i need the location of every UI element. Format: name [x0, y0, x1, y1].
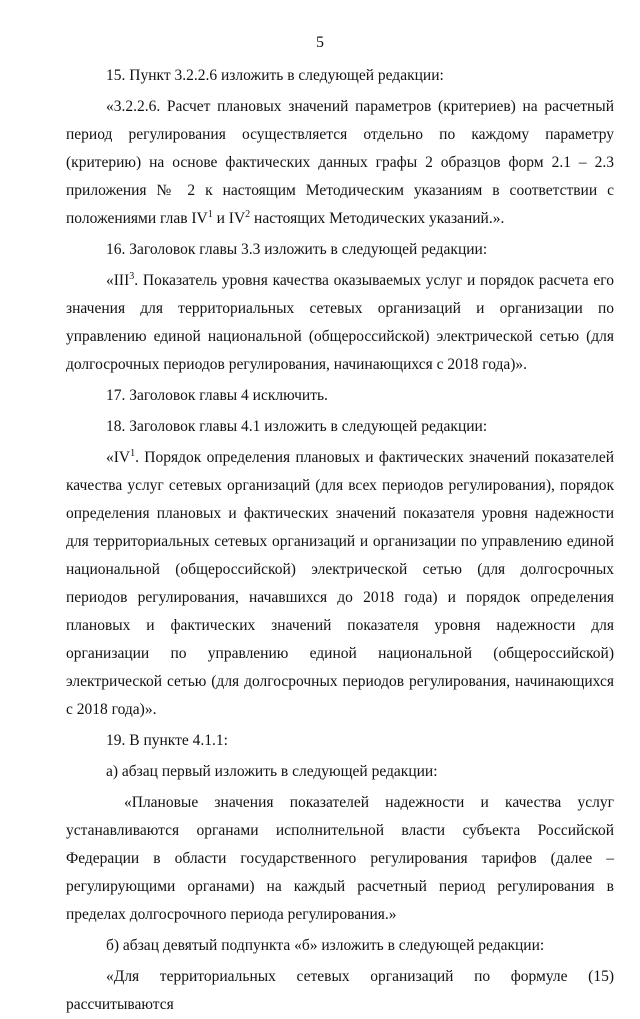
- superscript: 2: [245, 208, 251, 220]
- superscript: 1: [130, 447, 136, 459]
- paragraph-18: 18. Заголовок главы 4.1 изложить в следующей редакции:: [106, 418, 488, 435]
- paragraph-16: 16. Заголовок главы 3.3 изложить в следующей редакции:: [106, 241, 488, 258]
- superscript: 1: [207, 208, 213, 220]
- quote-3-2-2-6-text-2: и IV: [212, 210, 246, 227]
- superscript: 3: [129, 270, 135, 282]
- quote-chapter-3-3-text-2: . Показатель уровня качества оказываемых услуг и порядок расчета его значения для территориальных сетевых организаций и организации по управлению единой национальной (общероссийской) электрической сетью (для долгосрочных периодов регулирования, начинающихся с 2018 года)».: [66, 272, 614, 373]
- paragraph-17: 17. Заголовок главы 4 исключить.: [106, 387, 328, 404]
- paragraph-19: 19. В пункте 4.1.1:: [106, 732, 228, 749]
- paragraph-15: 15. Пункт 3.2.2.6 изложить в следующей редакции:: [106, 67, 444, 84]
- quote-chapter-4-1-text-2: . Порядок определения плановых и фактических значений показателей качества услуг сетевых организаций (для всех периодов регулирования), порядок определения плановых и фактических значений показателя уровня надежности для территориальных сетевых организаций и организации по управлению единой национальной (общероссийской) электрической сетью (для долгосрочных периодов регулирования, начавшихся до 2018 года) и порядок определения плановых и фактических значений показателя уровня надежности для организации по управлению единой национальной (общероссийской) электрической сетью (для долгосрочных периодов регулирования, начинающихся с 2018 года)».: [66, 449, 614, 718]
- quote-subparagraph-b: «Для территориальных сетевых организаций по формуле (15) рассчитываются: [66, 968, 614, 1013]
- quote-chapter-4-1-text: «IV: [106, 449, 131, 466]
- quote-chapter-3-3-text: «III: [106, 272, 130, 289]
- subparagraph-b: б) абзац девятый подпункта «б» изложить в следующей редакции:: [106, 937, 545, 954]
- quote-subparagraph-a: «Плановые значения показателей надежности и качества услуг устанавливаются органами исполнительной власти субъекта Российской Федерации в области государственного регулирования тарифов (далее – регулирующими органами) на каждый расчетный период регулирования в пределах долгосрочного периода регулирования.»: [66, 794, 614, 923]
- quote-3-2-2-6: [66, 93, 614, 233]
- subparagraph-a: а) абзац первый изложить в следующей редакции:: [106, 763, 438, 780]
- quote-3-2-2-6-text-3: настоящих Методических указаний.».: [250, 210, 505, 227]
- quote-3-2-2-6-text: «3.2.2.6. Расчет плановых значений параметров (критериев) на расчетный период регулирования осуществляется отдельно по каждому параметру (критерию) на основе фактических данных графы 2 образцов форм 2.1 – 2.3 приложения № 2 к настоящим Методическим указаниям в соответствии с положениями глав IV: [66, 98, 614, 227]
- document-body: [66, 62, 614, 1019]
- page-number: 5: [316, 34, 324, 51]
- quote-chapter-3-3: [66, 267, 614, 379]
- quote-chapter-4-1: [66, 444, 614, 724]
